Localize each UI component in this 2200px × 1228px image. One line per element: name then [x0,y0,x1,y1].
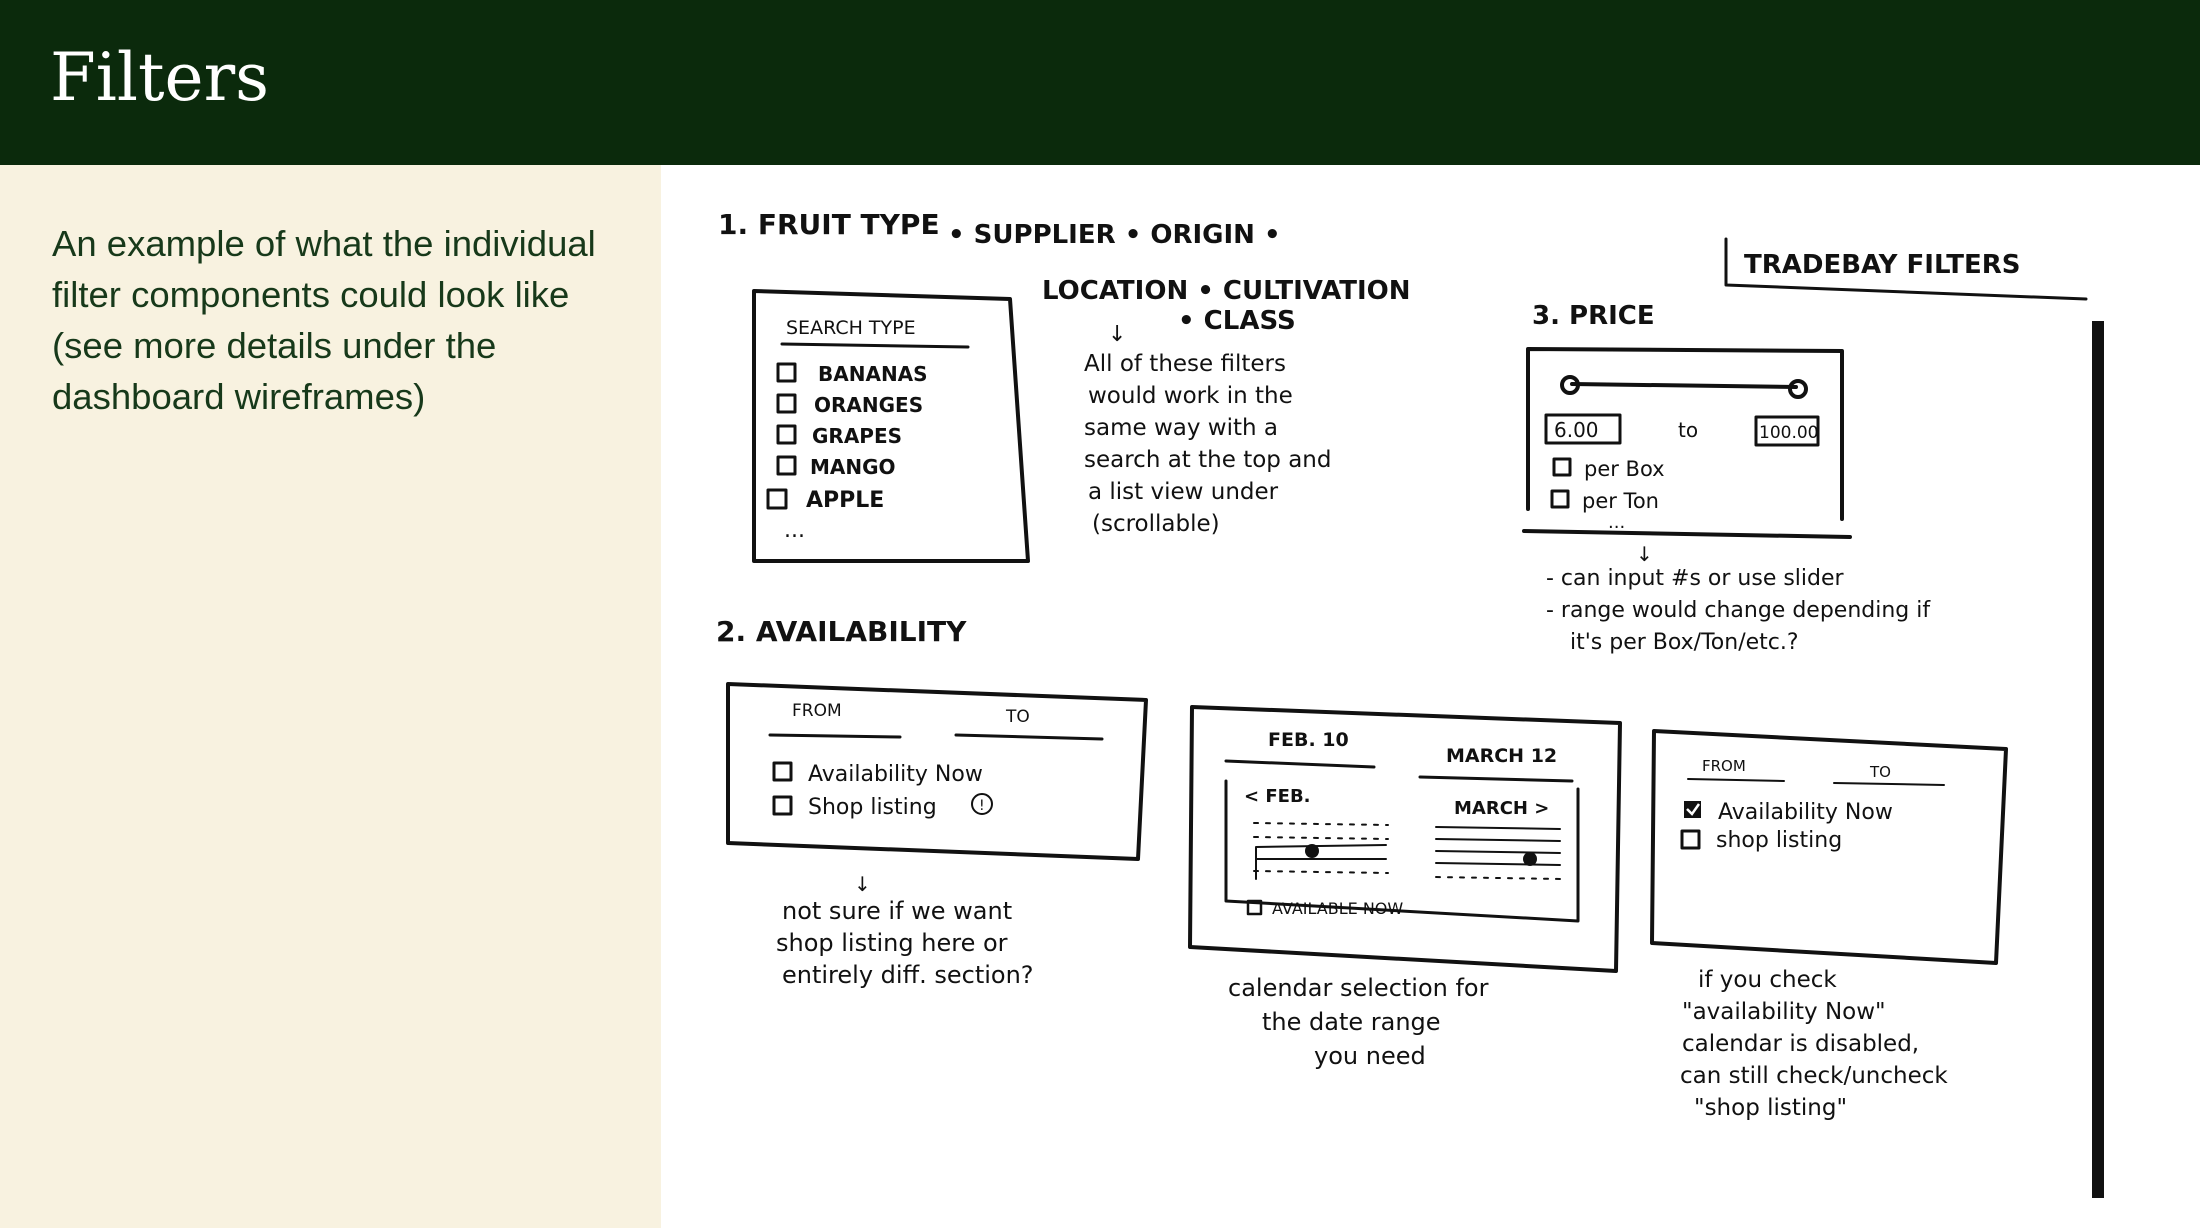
calendar-next-month[interactable]: MARCH > [1454,798,1550,819]
box3-note [1680,967,1948,1121]
box2-note-line: calendar selection for [1228,974,1489,1002]
search-type-label: SEARCH TYPE [786,317,916,339]
price-option-per-box: per Box [1584,457,1665,481]
header-bar [0,0,2200,165]
box1-availability-now-checkbox[interactable] [774,763,791,780]
box3-shop-listing-label: shop listing [1716,828,1843,853]
section1-note-line: a list view under [1088,479,1279,505]
wireframe-sketch [698,201,2104,1198]
box1-availability-now-label: Availability Now [808,762,983,787]
description-text: An example of what the individual filter components could look like (see more details under the dashboard wireframes) [52,223,596,417]
box3-availability-now-label: Availability Now [1718,800,1893,825]
availability-box-checked [1652,731,2006,963]
box2-note-line: the date range [1262,1008,1441,1036]
section1-heading: 1. FRUIT TYPE [718,208,940,241]
box1-shop-listing-checkbox[interactable] [774,797,791,814]
section2-heading: 2. AVAILABILITY [716,615,967,648]
price-slider-max-handle[interactable] [1790,381,1806,397]
section3-note-line: - range would change depending if [1546,598,1931,623]
box2-from-date: FEB. 10 [1268,729,1349,751]
section1-note-line: (scrollable) [1092,511,1220,537]
sketch-canvas [698,201,2104,1198]
box1-note-line: not sure if we want [782,897,1013,925]
box2-note [1228,974,1489,1070]
fruit-type-box [754,291,1028,561]
box1-from-label: FROM [792,701,842,721]
box1-to-label: TO [1006,707,1030,727]
box1-shop-listing-label: Shop listing [808,795,937,820]
calendar-start-day[interactable] [1305,844,1319,858]
box1-note-line: entirely diff. section? [782,961,1034,989]
grapes-checkbox[interactable] [778,426,795,443]
box3-note-line: if you check [1698,967,1837,993]
box3-from-label: FROM [1702,757,1746,775]
price-more: ... [1608,512,1626,533]
price-max-value: 100.00 [1759,423,1819,443]
fruit-item-grapes: GRAPES [812,424,903,448]
box1-note-line: shop listing here or [776,929,1008,957]
section1-heading-more3: • CLASS [1178,306,1296,336]
availability-box-calendar [1190,707,1620,971]
per-box-checkbox[interactable] [1554,459,1570,475]
bananas-checkbox[interactable] [778,364,795,381]
box3-shop-listing-checkbox[interactable] [1682,831,1699,848]
calendar-feb-grid[interactable] [1254,823,1388,879]
box3-note-line: "availability Now" [1682,999,1886,1025]
box2-to-date: MARCH 12 [1446,745,1558,767]
box3-note-line: calendar is disabled, [1682,1031,1920,1057]
apple-checkbox[interactable] [768,490,786,508]
price-box [1524,349,1850,537]
section1-arrow: ↓ [1108,322,1127,347]
section1-note-line: All of these filters [1084,351,1286,377]
corner-label: TRADEBAY FILTERS [1744,250,2021,280]
availability-box-simple [728,684,1146,859]
fruit-item-apple: APPLE [806,488,885,513]
section1-note-line: same way with a [1084,415,1278,441]
section3-heading: 3. PRICE [1532,301,1655,331]
box2-available-now-label: AVAILABLE NOW [1272,899,1404,918]
paper-edge [2092,321,2104,1198]
box1-arrow: ↓ [854,872,871,896]
section1-note-line: search at the top and [1084,447,1332,473]
section3-note-line: - can input #s or use slider [1546,566,1844,591]
fruit-more: ... [784,518,805,543]
fruit-item-bananas: BANANAS [818,362,928,386]
calendar-prev-month[interactable]: < FEB. [1244,786,1311,807]
per-ton-checkbox[interactable] [1552,491,1568,507]
sidebar-panel [0,165,661,1228]
oranges-checkbox[interactable] [778,395,795,412]
box2-note-line: you need [1314,1042,1426,1070]
price-slider-track[interactable] [1572,384,1796,387]
section3-note [1546,566,1931,655]
price-to-label: to [1678,418,1699,442]
box3-to-label: TO [1870,763,1891,781]
price-min-value: 6.00 [1554,418,1599,442]
fruit-item-oranges: ORANGES [814,393,924,417]
price-option-per-ton: per Ton [1582,489,1659,513]
section3-note-line: it's per Box/Ton/etc.? [1570,630,1799,655]
section1-note-line: would work in the [1088,383,1293,409]
box1-note [776,897,1034,989]
fruit-item-mango: MANGO [810,455,896,479]
calendar-end-day[interactable] [1523,852,1537,866]
section3-arrow: ↓ [1636,542,1653,566]
info-icon-mark: ! [979,798,985,814]
page-title: Filters [50,39,270,116]
section1-heading-more2: LOCATION • CULTIVATION [1042,276,1411,306]
calendar-march-grid[interactable] [1436,827,1560,879]
mango-checkbox[interactable] [778,457,795,474]
section1-heading-more: • SUPPLIER • ORIGIN • [948,220,1281,250]
box3-note-line: can still check/uncheck [1680,1063,1948,1089]
section1-note [1084,351,1331,537]
box3-note-line: "shop listing" [1694,1095,1848,1121]
